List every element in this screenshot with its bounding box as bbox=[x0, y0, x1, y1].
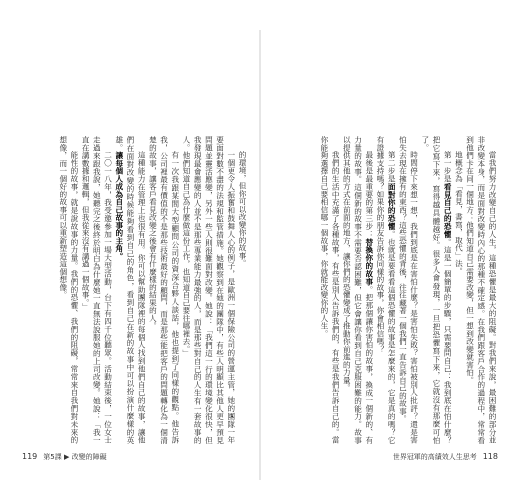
book-gutter bbox=[259, 30, 261, 480]
right-page bbox=[264, 40, 502, 470]
left-page-folio bbox=[22, 452, 107, 462]
right-page-folio bbox=[393, 452, 498, 462]
emphasis-text: 面對你的恐懼 bbox=[387, 182, 397, 231]
body-paragraph: 最後是最重要的第三步：替換你的故事。把那個讓你害怕的故事，換成一個新的、有力量的故事。這個新的故事不需要否認困難，但它會讓你看到自己克服困難的能力。故事以提供其他的方式在前面的地方，讓你們的恐懼變成了推動你前進的力量。 bbox=[342, 136, 374, 444]
body-paragraph: 一個更令人振奮和鼓舞人心的例子，是歐洲一個保險公司的營運主管，她的團隊一年要面對數不盡的法規和監管措施。她觀察到在她的團隊中，有些人明顯比其他人更早預見問題並靈活應變，另外一些人則很難面對改變。她說：「我們這一行的環境變化很快，但我發現最會應變的人並不是那些專業能力最強的人，而是那些對自己的人生有一套故事的人。他們知道自己為什麼做這份工作，也知道自己要往哪裡去。」 bbox=[181, 136, 236, 444]
body-paragraph: 第一步是看見自己的恐懼。這是一個簡單的步驟，只需要問自己：我到底在怕什麼？把它寫下來，寫得越具體越好。很多人會發現，一旦把恐懼寫下來，它就沒有那麼可怕了。 bbox=[420, 136, 453, 444]
body-paragraph: 二〇一八年，我受邀參加一場大型活動，台下有四千位聽眾。活動結束後，一位女士走過來跟我說，她聽完之後終於明白為什麼她一直無法說服她的上司改變。她說：「我一直在講數據和邏輯，但我從來沒有講過一個故事。」 bbox=[81, 136, 113, 444]
body-paragraph: 第二步是面對你的恐懼。也就是要看看這個恐懼的故事是怎麼來的，它是真的嗎？它有證據支持嗎？如果你的朋友告訴你同樣的故事，你會相信嗎？ bbox=[375, 136, 397, 444]
body-paragraph: 當我們努力改變自己的人生，這種恐懼是最大的阻礙。對我們來說，最困難的部分並非改變本身，而是面對改變時內心的那種不確定感。在我們跟客戶合作的過程中，常常看到他們卡在同一個地方：他們知道自己需要改變，但一想到改變就害怕。 bbox=[465, 136, 497, 444]
emphasis-text: 看見自己的恐懼 bbox=[443, 182, 453, 239]
emphasis-text: 讓每個人成為自己故事的主角。 bbox=[114, 151, 124, 260]
body-paragraph: 時間停下來想一想，我們到底是在害怕什麼？是害怕失敗？害怕被別人批評？還是害怕失去現在擁有的東西？這些恐懼的背後，往往藏著一個我們一直告訴自己的故事。 bbox=[398, 136, 419, 444]
body-paragraph: 能性的故事，就是說故事的力量。我們的恐懼、我們的阻礙，常常來自我們對未來的想像，而一個好的故事可以重新塑造這個想像。 bbox=[58, 136, 79, 444]
body-paragraph: 這種能力在管理上也很有用。你可以幫助團隊裡的每個人找到他們自己的故事，讓他們在面對改變的時候能夠看到自己的角色，看到自己在新的故事中可以扮演什麼樣的英雄。讓每個人成為自己故事的主角。 bbox=[114, 136, 147, 444]
body-paragraph: 地概念為「看見，書寫，取代」法。 bbox=[454, 151, 464, 276]
left-page-body bbox=[16, 136, 248, 444]
left-page bbox=[18, 40, 256, 470]
right-page-body bbox=[266, 136, 498, 444]
body-paragraph: 我們的生活中充滿了各種故事，有些是別人告訴我們的，有些是我們告訴自己的。當你能夠選擇自己要相信哪一個故事，你就能改變你的人生。 bbox=[319, 136, 341, 444]
emphasis-text: 替換你的故事 bbox=[364, 238, 374, 286]
left-running-head: 第5課 ▶ 改變的障礙 bbox=[43, 453, 107, 461]
right-running-head: 世界冠軍的高績效人生思考 bbox=[392, 453, 477, 461]
body-paragraph: 有一次我跟某間大型顧問公司的資深合夥人談話，他也提到了同樣的觀點。他告訴我，公司裡最有價值的不是那些技術最好的顧問，而是那些能把客戶的問題轉化為一個清楚的故事，讓客戶看見改變之後會有什麼樣的結果的人。 bbox=[148, 136, 180, 444]
body-paragraph: 的環境，但你可以改變你的故事。 bbox=[238, 151, 247, 268]
left-page-number: 119 bbox=[22, 452, 38, 461]
right-page-number: 118 bbox=[482, 452, 498, 461]
